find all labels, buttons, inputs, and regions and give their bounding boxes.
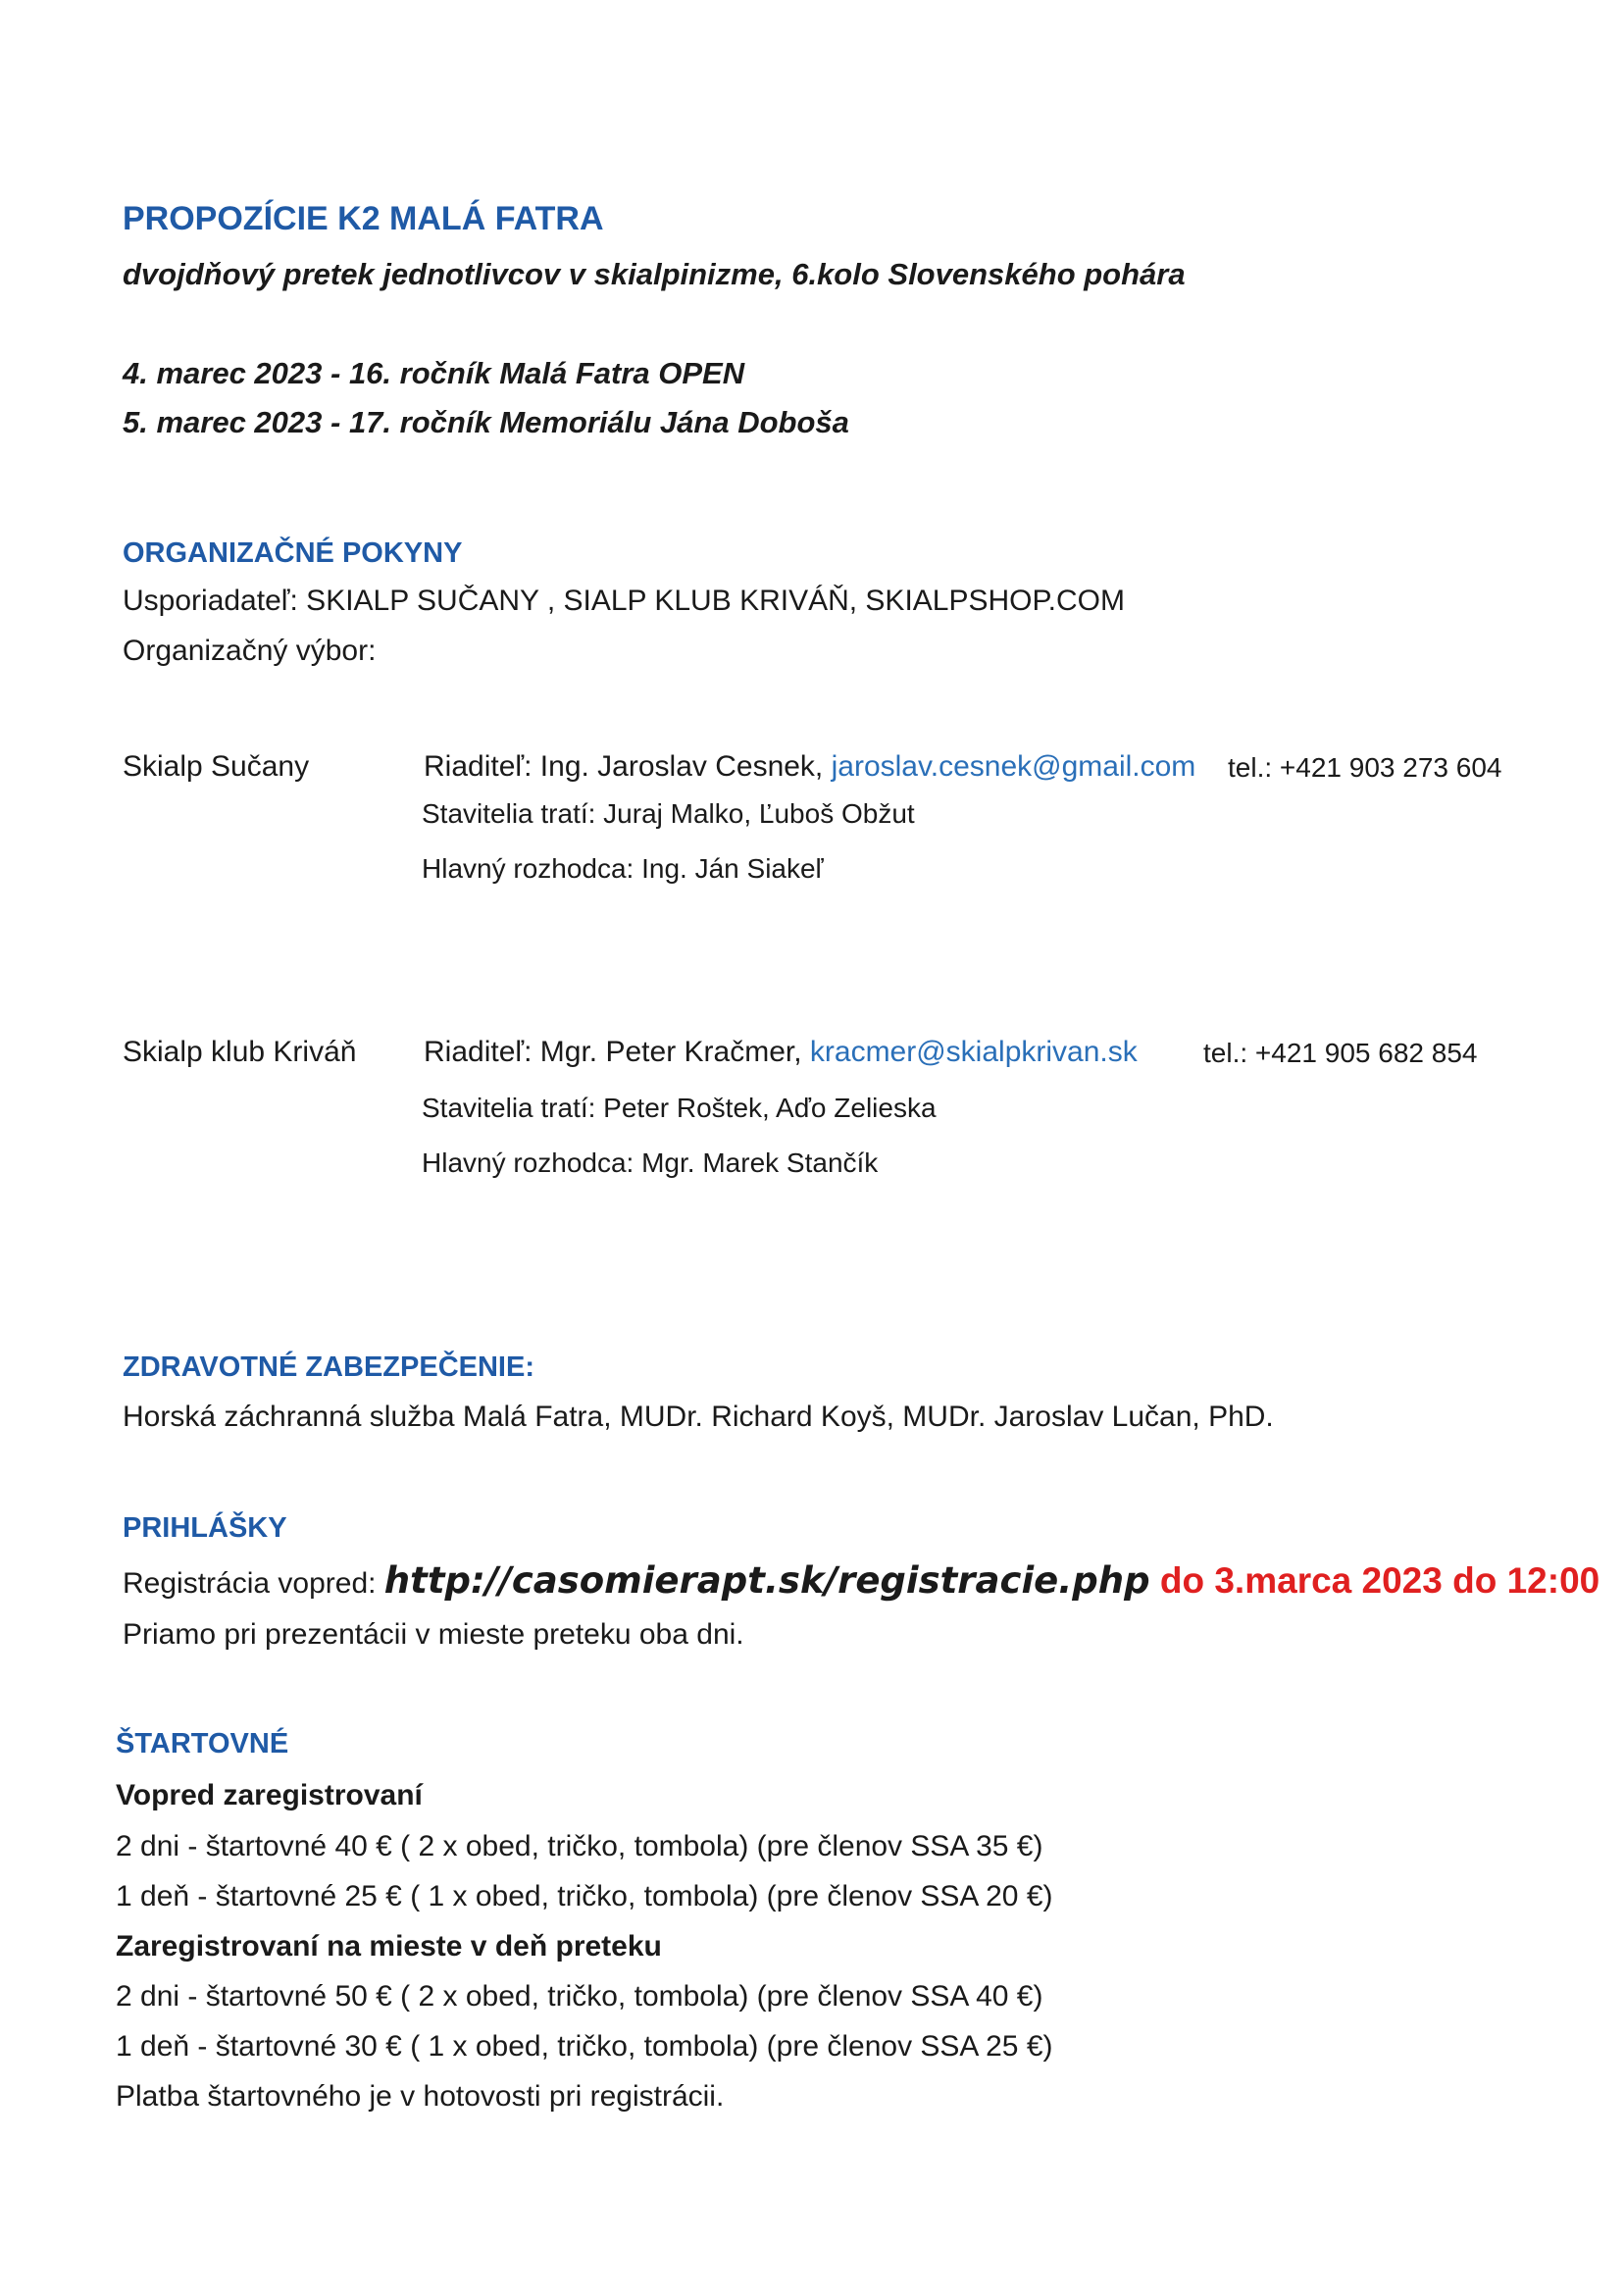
director-text: Riaditeľ: Mgr. Peter Kračmer,	[424, 1036, 810, 1068]
registration-heading: PRIHLÁŠKY	[123, 1512, 287, 1544]
club-track-builders: Stavitelia tratí: Peter Roštek, Aďo Zelieska	[422, 1093, 937, 1123]
organizational-heading: ORGANIZAČNÉ POKYNY	[123, 537, 463, 569]
fees-heading: ŠTARTOVNÉ	[116, 1728, 289, 1759]
registration-deadline: do 3.marca 2023 do 12:00	[1149, 1560, 1600, 1601]
director-email-link[interactable]: jaroslav.cesnek@gmail.com	[831, 750, 1196, 783]
director-email-link[interactable]: kracmer@skialpkrivan.sk	[809, 1036, 1138, 1068]
club-phone: tel.: +421 905 682 854	[1203, 1038, 1478, 1068]
club-phone: tel.: +421 903 273 604	[1228, 752, 1502, 783]
registration-url-link[interactable]: http://casomierapt.sk/registracie.php	[383, 1559, 1150, 1602]
date-line-2: 5. marec 2023 - 17. ročník Memoriálu Jána Doboša	[123, 405, 849, 439]
club-track-builders: Stavitelia tratí: Juraj Malko, Ľuboš Obžut	[422, 798, 915, 829]
fees-onsite-heading: Zaregistrovaní na mieste v deň preteku	[116, 1930, 662, 1963]
health-text: Horská záchranná služba Malá Fatra, MUDr. Richard Koyš, MUDr. Jaroslav Lučan, PhD.	[123, 1401, 1274, 1433]
committee-label: Organizačný výbor:	[123, 635, 377, 667]
payment-note: Platba štartovného je v hotovosti pri registrácii.	[116, 2080, 725, 2113]
fee-line: 2 dni - štartovné 40 € ( 2 x obed, tričko, tombola) (pre členov SSA 35 €)	[116, 1830, 1043, 1862]
director-text: Riaditeľ: Ing. Jaroslav Cesnek,	[424, 750, 832, 783]
registration-line	[123, 1559, 1599, 1602]
organizer-line: Usporiadateľ: SKIALP SUČANY , SIALP KLUB KRIVÁŇ, SKIALPSHOP.COM	[123, 585, 1125, 617]
club-name: Skialp Sučany	[123, 750, 310, 783]
fee-line: 1 deň - štartovné 25 € ( 1 x obed, tričko, tombola) (pre členov SSA 20 €)	[116, 1880, 1053, 1912]
date-line-1: 4. marec 2023 - 16. ročník Malá Fatra OPEN	[123, 356, 745, 390]
fee-line: 2 dni - štartovné 50 € ( 2 x obed, tričko, tombola) (pre členov SSA 40 €)	[116, 1980, 1043, 2013]
page-subtitle: dvojdňový pretek jednotlivcov v skialpinizme, 6.kolo Slovenského pohára	[123, 257, 1186, 291]
fee-line: 1 deň - štartovné 30 € ( 1 x obed, tričko, tombola) (pre členov SSA 25 €)	[116, 2030, 1053, 2063]
onsite-registration-text: Priamo pri prezentácii v mieste preteku oba dni.	[123, 1618, 744, 1651]
club-head-referee: Hlavný rozhodca: Ing. Ján Siakeľ	[422, 853, 824, 884]
registration-prefix: Registrácia vopred:	[123, 1567, 384, 1600]
club-head-referee: Hlavný rozhodca: Mgr. Marek Stančík	[422, 1147, 879, 1178]
page-title: PROPOZÍCIE K2 MALÁ FATRA	[123, 200, 604, 237]
club-name: Skialp klub Kriváň	[123, 1036, 357, 1068]
health-heading: ZDRAVOTNÉ ZABEZPEČENIE:	[123, 1351, 534, 1383]
club-director	[424, 1036, 1138, 1069]
club-director	[424, 750, 1195, 784]
fees-preregistered-heading: Vopred zaregistrovaní	[116, 1779, 423, 1811]
